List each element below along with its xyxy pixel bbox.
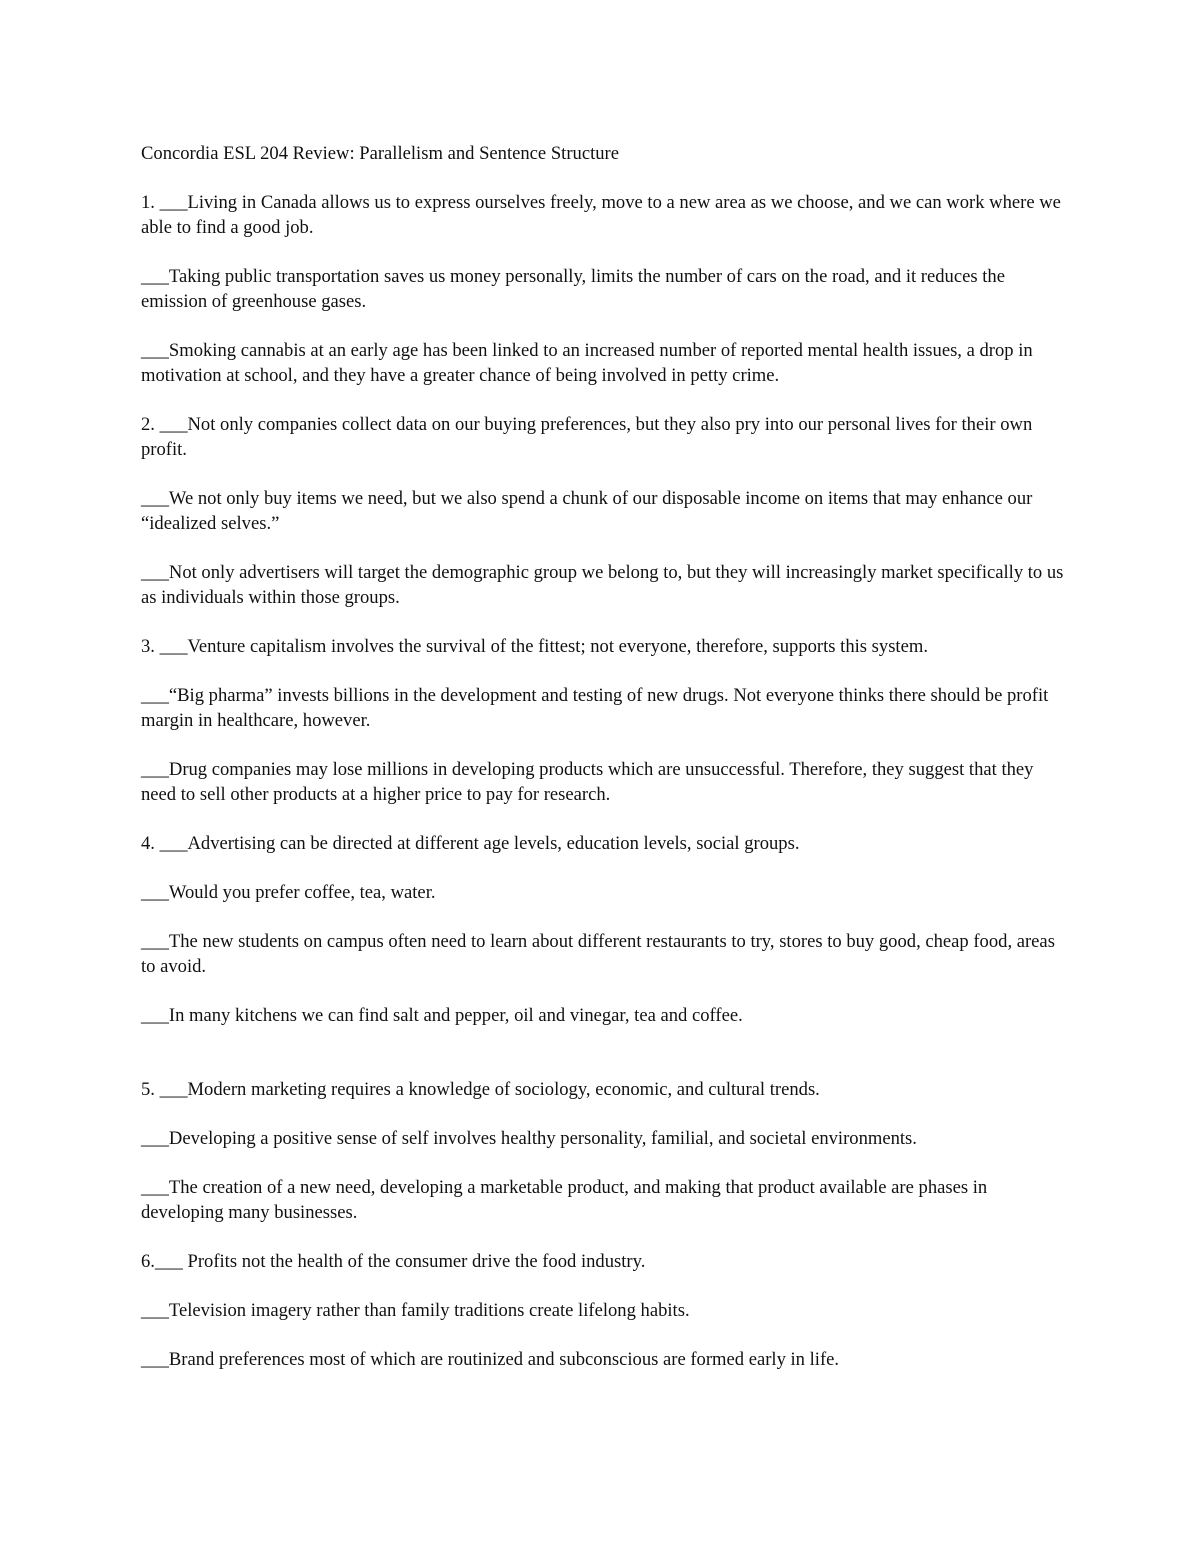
question-1c: ___Smoking cannabis at an early age has been linked to an increased number of reported mental health issues, a drop in motivation at school, and they have a greater chance of being involved in petty crime.: [141, 340, 1033, 386]
document-title: Concordia ESL 204 Review: Parallelism and Sentence Structure: [141, 143, 619, 164]
question-2a: 2. ___Not only companies collect data on our buying preferences, but they also pry into our personal lives for their own profit.: [141, 414, 1033, 460]
question-6a: 6.___ Profits not the health of the consumer drive the food industry.: [141, 1251, 646, 1272]
question-1b: ___Taking public transportation saves us money personally, limits the number of cars on the road, and it reduces the emission of greenhouse gases.: [141, 266, 1005, 312]
document-page: [141, 141, 1071, 1396]
question-6b: ___Television imagery rather than family traditions create lifelong habits.: [141, 1300, 690, 1321]
question-5a: 5. ___Modern marketing requires a knowledge of sociology, economic, and cultural trends.: [141, 1079, 820, 1100]
question-1a: 1. ___Living in Canada allows us to express ourselves freely, move to a new area as we choose, and we can work where we able to find a good job.: [141, 192, 1061, 238]
question-3b: ___“Big pharma” invests billions in the development and testing of new drugs. Not everyone thinks there should be profit margin in healthcare, however.: [141, 685, 1049, 731]
question-4c: ___The new students on campus often need to learn about different restaurants to try, stores to buy good, cheap food, areas to avoid.: [141, 931, 1055, 977]
question-4b: ___Would you prefer coffee, tea, water.: [141, 882, 436, 903]
question-3c: ___Drug companies may lose millions in developing products which are unsuccessful. Therefore, they suggest that they need to sell other products at a higher price to pay for research.: [141, 759, 1034, 805]
question-4a: 4. ___Advertising can be directed at different age levels, education levels, social groups.: [141, 833, 800, 854]
question-4d: ___In many kitchens we can find salt and pepper, oil and vinegar, tea and coffee.: [141, 1005, 743, 1026]
question-5c: ___The creation of a new need, developing a marketable product, and making that product available are phases in developing many businesses.: [141, 1177, 988, 1223]
question-3a: 3. ___Venture capitalism involves the survival of the fittest; not everyone, therefore, supports this system.: [141, 636, 928, 657]
question-2c: ___Not only advertisers will target the demographic group we belong to, but they will increasingly market specifically to us as individuals within those groups.: [141, 562, 1064, 608]
question-6c: ___Brand preferences most of which are routinized and subconscious are formed early in life.: [141, 1349, 840, 1370]
question-2b: ___We not only buy items we need, but we also spend a chunk of our disposable income on items that may enhance our “idealized selves.”: [141, 488, 1033, 534]
question-5b: ___Developing a positive sense of self involves healthy personality, familial, and societal environments.: [141, 1128, 917, 1149]
